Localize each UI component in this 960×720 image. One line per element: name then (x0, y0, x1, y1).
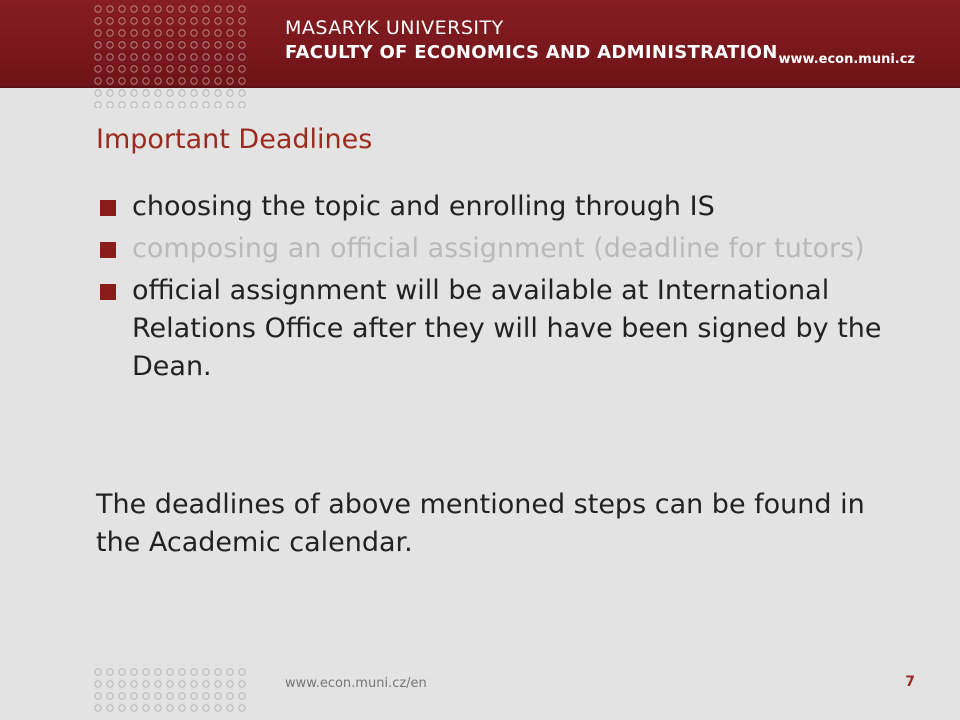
decorative-dot (131, 6, 137, 12)
decorative-dot (95, 669, 101, 675)
decorative-dot (179, 30, 185, 36)
decorative-dot (155, 54, 161, 60)
decorative-dot (179, 102, 185, 108)
decorative-dot (167, 681, 173, 687)
decorative-dot (167, 6, 173, 12)
decorative-dot (215, 102, 221, 108)
decorative-dot (131, 18, 137, 24)
decorative-dot (131, 102, 137, 108)
decorative-dot (191, 669, 197, 675)
decorative-dot (203, 18, 209, 24)
decorative-dot (227, 66, 233, 72)
decorative-dot (155, 30, 161, 36)
decorative-dot (203, 30, 209, 36)
decorative-dot (119, 42, 125, 48)
decorative-dot (227, 705, 233, 711)
decorative-dot (191, 705, 197, 711)
square-bullet-icon (100, 242, 116, 258)
decorative-dot (107, 18, 113, 24)
bullet-list (96, 188, 896, 390)
decorative-dot (179, 669, 185, 675)
decorative-dot (131, 42, 137, 48)
faculty-name: FACULTY OF ECONOMICS AND ADMINISTRATION (285, 42, 778, 63)
decorative-dot (179, 693, 185, 699)
decorative-dot (107, 66, 113, 72)
decorative-dot (95, 42, 101, 48)
decorative-dot (191, 54, 197, 60)
decorative-dot (191, 42, 197, 48)
page-number: 7 (905, 674, 915, 690)
decorative-dot (107, 681, 113, 687)
decorative-dot (239, 705, 245, 711)
decorative-dot (119, 90, 125, 96)
decorative-dot (239, 18, 245, 24)
decorative-dot (179, 6, 185, 12)
decorative-dot (215, 54, 221, 60)
decorative-dot (143, 669, 149, 675)
decorative-dot (95, 18, 101, 24)
decorative-dot (191, 681, 197, 687)
decorative-dot (143, 18, 149, 24)
decorative-dot (107, 42, 113, 48)
decorative-dot (95, 30, 101, 36)
decorative-dot (215, 90, 221, 96)
decorative-dot (203, 705, 209, 711)
decorative-dot (131, 681, 137, 687)
decorative-dot (95, 705, 101, 711)
bullet-text: official assignment will be available at International Relations Office after they will have been signed by the Dean. (132, 275, 882, 382)
decorative-dot (107, 705, 113, 711)
decorative-dot (155, 693, 161, 699)
decorative-dot (203, 669, 209, 675)
decorative-dot (167, 669, 173, 675)
decorative-dot (239, 102, 245, 108)
decorative-dot (167, 66, 173, 72)
slide-title: Important Deadlines (96, 124, 373, 155)
bullet-text: composing an official assignment (deadline for tutors) (132, 233, 865, 264)
decorative-dot (191, 66, 197, 72)
decorative-dot (203, 102, 209, 108)
decorative-dot (107, 693, 113, 699)
decorative-dot (227, 90, 233, 96)
square-bullet-icon (100, 284, 116, 300)
header-website-url: www.econ.muni.cz (778, 52, 915, 67)
decorative-dot (191, 693, 197, 699)
decorative-dot (227, 30, 233, 36)
decorative-dot (191, 18, 197, 24)
decorative-dot (239, 66, 245, 72)
decorative-dot (227, 78, 233, 84)
decorative-dot (131, 693, 137, 699)
bullet-text: choosing the topic and enrolling through IS (132, 191, 715, 222)
decorative-dot (215, 693, 221, 699)
dot-pattern-top (92, 0, 267, 108)
decorative-dot (107, 6, 113, 12)
decorative-dot (155, 669, 161, 675)
decorative-dot (143, 102, 149, 108)
decorative-dot (215, 30, 221, 36)
decorative-dot (167, 693, 173, 699)
decorative-dot (155, 102, 161, 108)
decorative-dot (167, 78, 173, 84)
decorative-dot (95, 681, 101, 687)
decorative-dot (203, 42, 209, 48)
decorative-dot (155, 18, 161, 24)
decorative-dot (95, 693, 101, 699)
decorative-dot (155, 705, 161, 711)
square-bullet-icon (100, 200, 116, 216)
decorative-dot (227, 54, 233, 60)
decorative-dot (143, 66, 149, 72)
decorative-dot (167, 90, 173, 96)
decorative-dot (215, 6, 221, 12)
decorative-dot (191, 6, 197, 12)
decorative-dot (167, 42, 173, 48)
decorative-dot (179, 42, 185, 48)
decorative-dot (107, 30, 113, 36)
decorative-dot (143, 42, 149, 48)
decorative-dot (155, 66, 161, 72)
decorative-dot (119, 6, 125, 12)
decorative-dot (215, 66, 221, 72)
decorative-dot (131, 30, 137, 36)
footer-website-url: www.econ.muni.cz/en (285, 676, 427, 691)
decorative-dot (203, 66, 209, 72)
decorative-dot (179, 705, 185, 711)
decorative-dot (107, 54, 113, 60)
decorative-dot (179, 66, 185, 72)
decorative-dot (203, 681, 209, 687)
decorative-dot (119, 54, 125, 60)
bullet-item (96, 230, 896, 268)
decorative-dot (143, 54, 149, 60)
decorative-dot (119, 681, 125, 687)
decorative-dot (167, 30, 173, 36)
decorative-dot (167, 102, 173, 108)
decorative-dot (239, 693, 245, 699)
decorative-dot (203, 90, 209, 96)
decorative-dot (119, 78, 125, 84)
decorative-dot (95, 102, 101, 108)
decorative-dot (227, 669, 233, 675)
university-name: MASARYK UNIVERSITY (285, 17, 504, 39)
decorative-dot (239, 90, 245, 96)
decorative-dot (119, 693, 125, 699)
decorative-dot (179, 90, 185, 96)
decorative-dot (239, 6, 245, 12)
bullet-item (96, 188, 896, 226)
decorative-dot (131, 66, 137, 72)
decorative-dot (227, 6, 233, 12)
decorative-dot (143, 681, 149, 687)
decorative-dot (95, 66, 101, 72)
decorative-dot (191, 78, 197, 84)
decorative-dot (239, 681, 245, 687)
decorative-dot (95, 90, 101, 96)
decorative-dot (215, 18, 221, 24)
decorative-dot (215, 42, 221, 48)
decorative-dot (167, 54, 173, 60)
decorative-dot (239, 78, 245, 84)
decorative-dot (191, 30, 197, 36)
decorative-dot (107, 102, 113, 108)
bullet-item (96, 272, 896, 386)
decorative-dot (119, 18, 125, 24)
decorative-dot (179, 681, 185, 687)
decorative-dot (95, 54, 101, 60)
decorative-dot (143, 693, 149, 699)
decorative-dot (143, 705, 149, 711)
decorative-dot (155, 681, 161, 687)
decorative-dot (203, 6, 209, 12)
decorative-dot (179, 54, 185, 60)
slide-header (0, 0, 960, 86)
decorative-dot (239, 42, 245, 48)
decorative-dot (155, 90, 161, 96)
decorative-dot (191, 90, 197, 96)
decorative-dot (131, 54, 137, 60)
decorative-dot (143, 78, 149, 84)
decorative-dot (143, 6, 149, 12)
decorative-dot (227, 102, 233, 108)
decorative-dot (215, 705, 221, 711)
decorative-dot (203, 78, 209, 84)
decorative-dot (119, 669, 125, 675)
decorative-dot (155, 6, 161, 12)
decorative-dot (239, 54, 245, 60)
slide-note: The deadlines of above mentioned steps can be found in the Academic calendar. (96, 489, 865, 558)
decorative-dot (131, 669, 137, 675)
decorative-dot (215, 669, 221, 675)
decorative-dot (131, 78, 137, 84)
decorative-dot (143, 90, 149, 96)
decorative-dot (143, 30, 149, 36)
decorative-dot (227, 18, 233, 24)
decorative-dot (155, 42, 161, 48)
decorative-dot (227, 681, 233, 687)
decorative-dot (119, 102, 125, 108)
header-divider (0, 86, 960, 88)
decorative-dot (239, 30, 245, 36)
decorative-dot (95, 78, 101, 84)
decorative-dot (107, 669, 113, 675)
decorative-dot (215, 78, 221, 84)
decorative-dot (119, 30, 125, 36)
decorative-dot (227, 42, 233, 48)
decorative-dot (167, 705, 173, 711)
dot-pattern-bottom (92, 664, 267, 720)
decorative-dot (203, 693, 209, 699)
decorative-dot (167, 18, 173, 24)
decorative-dot (239, 669, 245, 675)
decorative-dot (119, 66, 125, 72)
decorative-dot (95, 6, 101, 12)
decorative-dot (179, 18, 185, 24)
decorative-dot (131, 90, 137, 96)
decorative-dot (227, 693, 233, 699)
decorative-dot (191, 102, 197, 108)
decorative-dot (107, 78, 113, 84)
decorative-dot (107, 90, 113, 96)
decorative-dot (179, 78, 185, 84)
decorative-dot (131, 705, 137, 711)
decorative-dot (155, 78, 161, 84)
decorative-dot (215, 681, 221, 687)
decorative-dot (203, 54, 209, 60)
decorative-dot (119, 705, 125, 711)
